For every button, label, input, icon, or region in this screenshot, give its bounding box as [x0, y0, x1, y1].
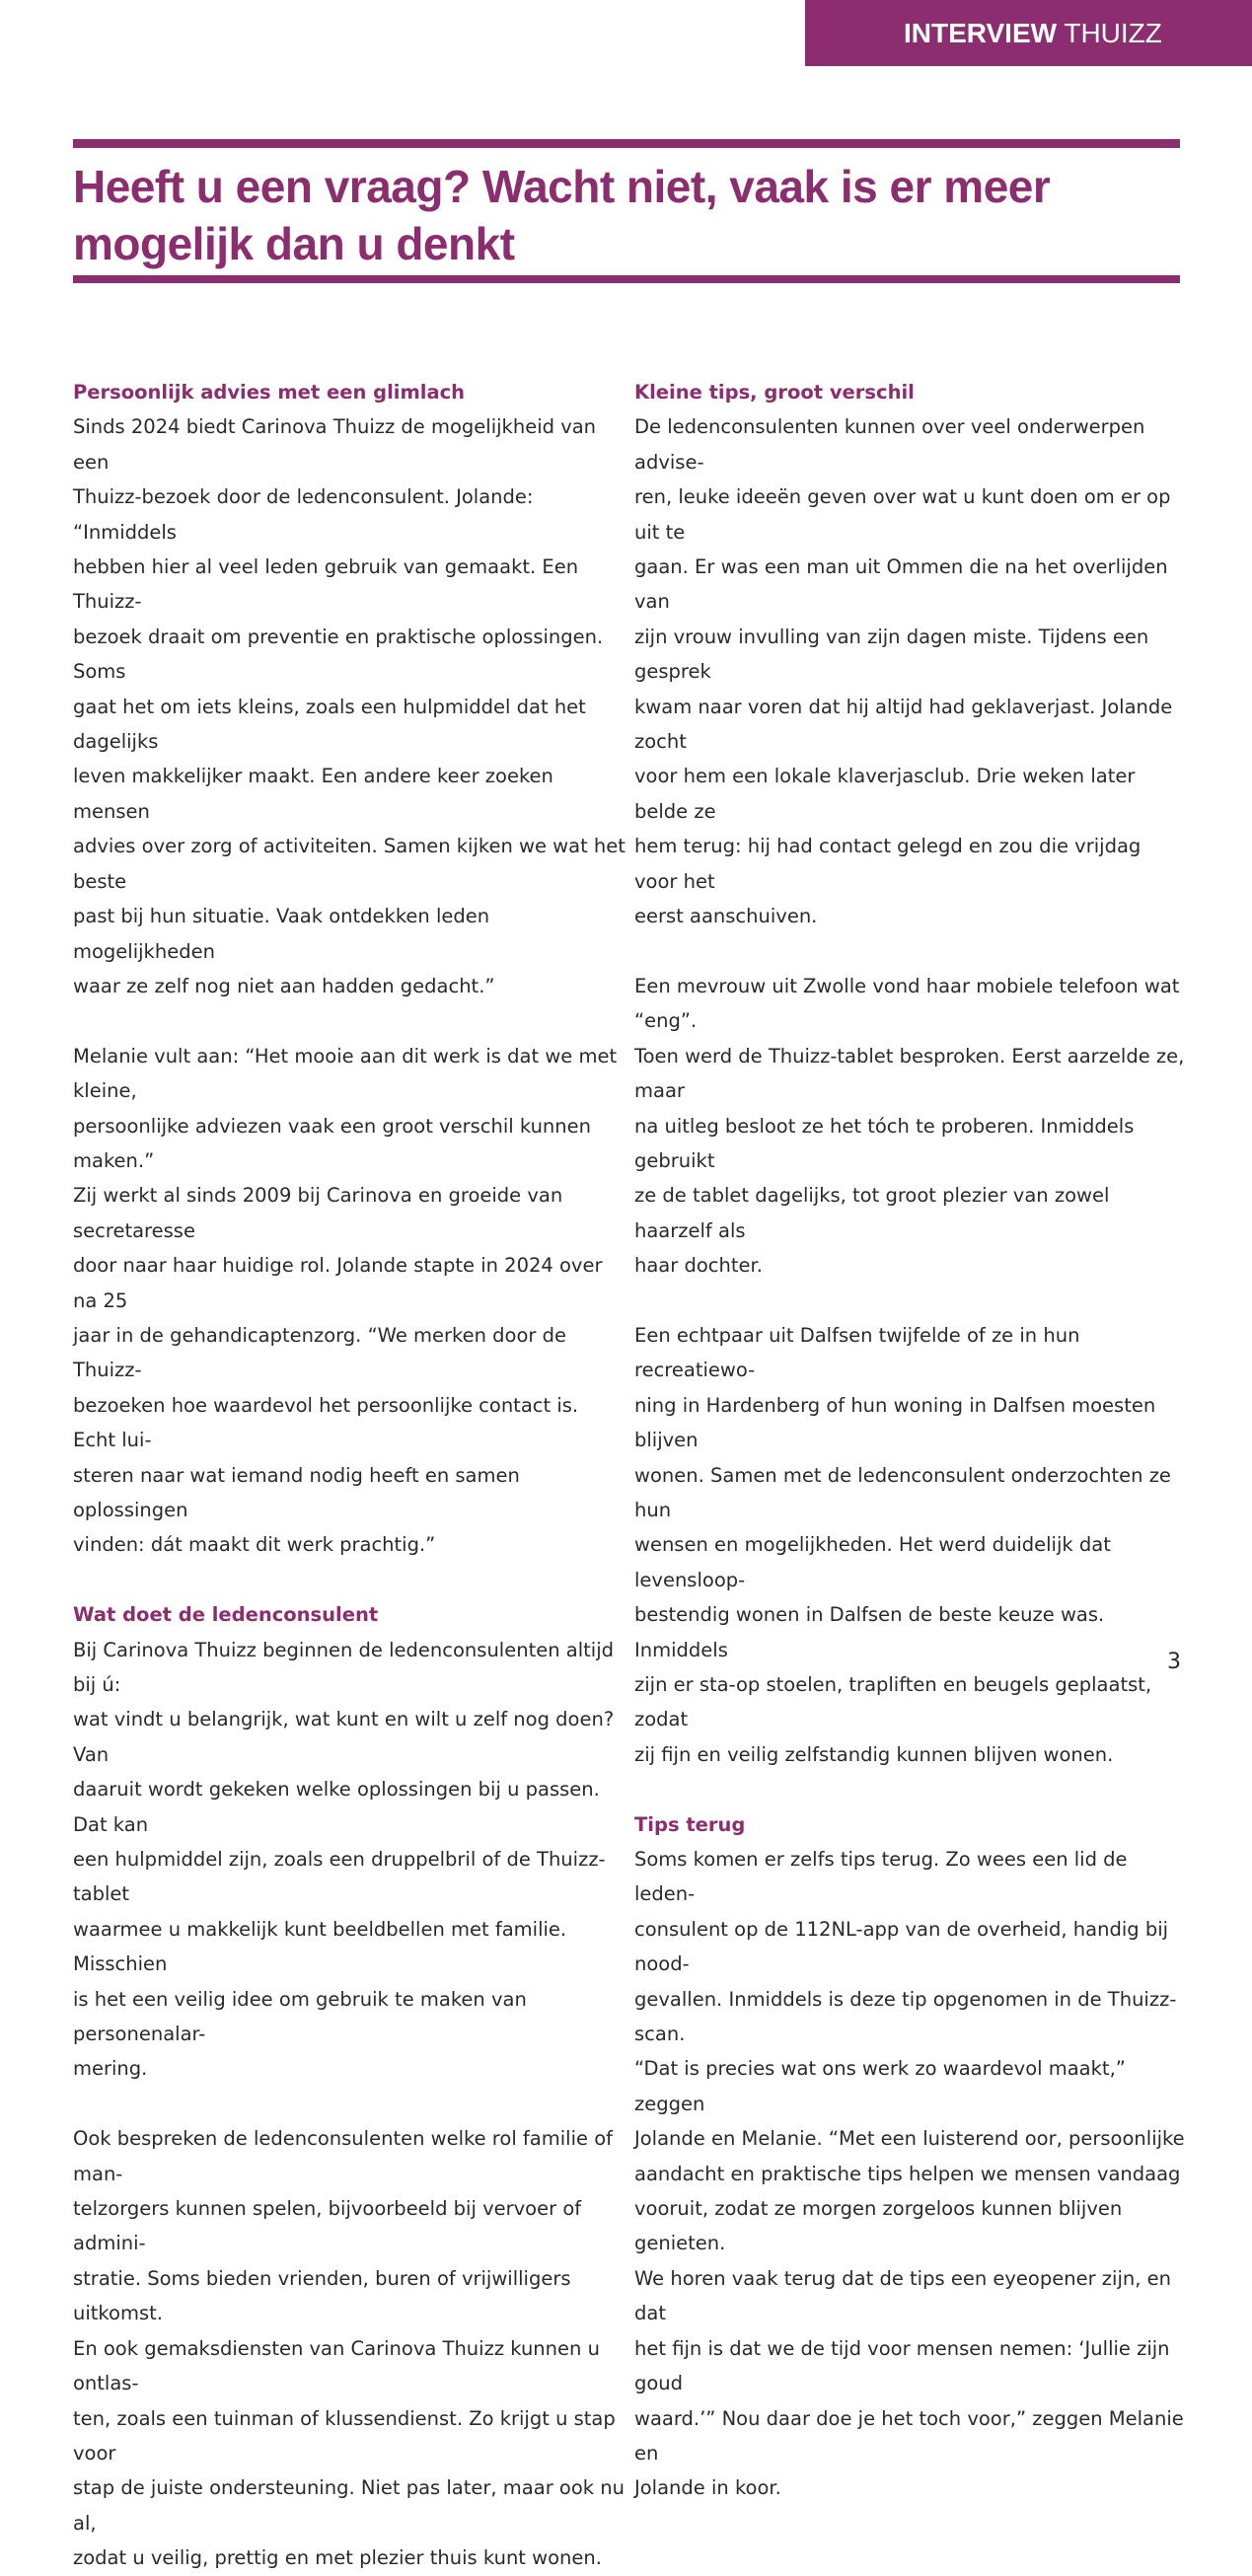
title-rule-bottom: [73, 275, 1180, 283]
paragraph: Soms komen er zelfs tips terug. Zo wees een lid de leden- consulent op de 112NL-app van de overheid, handig bij nood- gevallen. Inmiddels is deze tip opgenomen in de Thuizz-scan. “Dat is precies wat ons werk zo waardevol maakt,” zeggen Jolande en Melanie. “Met een luisterend oor, persoonlijke aandacht en praktische tips helpen we mensen vandaag vooruit, zodat ze morgen zorgeloos kunnen blijven genieten. We horen vaak terug dat de tips een eyeopener zijn, en dat het fijn is dat we de tijd voor mensen nemen: ‘Jullie zijn goud waard.’” Nou daar doe je het toch voor,” zeggen Melanie en Jolande in koor.: [634, 1848, 1185, 2500]
section-tab-bold: INTERVIEW: [904, 18, 1058, 48]
right-column: [634, 375, 1187, 2506]
section-tips-terug: [634, 1807, 1187, 2506]
page-title: Heeft u een vraag? Wacht niet, vaak is er meer mogelijk dan u denkt: [73, 161, 1051, 269]
page-number: 3: [1167, 1650, 1181, 1674]
paragraph: Melanie vult aan: “Het mooie aan dit werk is dat we met kleine, persoonlijke adviezen vaak een groot verschil kunnen maken.” Zij werkt al sinds 2009 bij Carinova en groeide van secretaresse door naar haar huidige rol. Jolande stapte in 2024 over na 25 jaar in de gehandicaptenzorg. “We merken door de Thuizz- bezoeken hoe waardevol het persoonlijke contact is. Echt lui- steren naar wat iemand nodig heeft en samen oplossingen vinden: dát maakt dit werk prachtig.”: [73, 1044, 618, 1557]
section-heading: Tips terug: [634, 1812, 746, 1836]
paragraph: De ledenconsulenten kunnen over veel onderwerpen advise- ren, leuke ideeën geven over wat u kunt doen om er op uit te gaan. Er was een man uit Ommen die na het overlijden van zijn vrouw invulling van zijn dagen miste. Tijdens een gesprek kwam naar voren dat hij altijd had geklaverjast. Jolande zocht voor hem een lokale klaverjasclub. Drie weken later belde ze hem terug: hij had contact gelegd en zou die vrijdag voor het eerst aanschuiven.: [634, 415, 1173, 928]
paragraph: Een mevrouw uit Zwolle vond haar mobiele telefoon wat “eng”. Toen werd de Thuizz-tablet besproken. Eerst aarzelde ze, maar na uitleg besloot ze het tóch te proberen. Inmiddels gebruikt ze de tablet dagelijks, tot groot plezier van zowel haarzelf als haar dochter.: [634, 974, 1185, 1278]
paragraph: Een echtpaar uit Dalfsen twijfelde of ze in hun recreatiewo- ning in Hardenberg of hun woning in Dalfsen moesten blijven wonen. Samen met de ledenconsulent onderzochten ze hun wensen en mogelijkheden. Het werd duidelijk dat levensloop- bestendig wonen in Dalfsen de beste keuze was. Inmiddels zijn er sta-op stoelen, trapliften en beugels geplaatst, zodat zij fijn en veilig zelfstandig kunnen blijven wonen.: [634, 1323, 1171, 1766]
section-heading: Kleine tips, groot verschil: [634, 381, 915, 404]
section-wat-doet-ledenconsulent: [73, 1597, 626, 2575]
section-tab-regular: THUIZZ: [1064, 18, 1162, 48]
paragraph: Bij Carinova Thuizz beginnen de ledenconsulenten altijd bij ú: wat vindt u belangrijk, wat kunt en wilt u zelf nog doen? Van daaruit wordt gekeken welke oplossingen bij u passen. Dat kan een hulpmiddel zijn, zoals een druppelbril of de Thuizz-tablet waarmee u makkelijk kunt beeldbellen met familie. Misschien is het een veilig idee om gebruik te maken van personenalar- mering.: [73, 1638, 615, 2081]
section-persoonlijk-advies: [73, 375, 626, 1563]
paragraph: Ook bespreken de ledenconsulenten welke rol familie of man- telzorgers kunnen spelen, bijvoorbeeld bij vervoer of admini- stratie. Soms bieden vrienden, buren of vrijwilligers uitkomst. En ook gemaksdiensten van Carinova Thuizz kunnen u ontlas- ten, zoals een tuinman of klussendienst. Zo krijgt u stap voor stap de juiste ondersteuning. Niet pas later, maar ook nu al, zodat u veilig, prettig en met plezier thuis kunt wonen.: [73, 2127, 625, 2570]
section-heading: Wat doet de ledenconsulent: [73, 1603, 379, 1627]
section-tab: [805, 0, 1252, 66]
title-rule-top: [73, 139, 1180, 148]
section-heading: Persoonlijk advies met een glimlach: [73, 381, 466, 404]
paragraph: Sinds 2024 biedt Carinova Thuizz de mogelijkheid van een Thuizz-bezoek door de ledenconsulent. Jolande: “Inmiddels hebben hier al veel leden gebruik van gemaakt. Een Thuizz- bezoek draait om preventie en praktische oplossingen. Soms gaat het om iets kleins, zoals een hulpmiddel dat het dagelijks leven makkelijker maakt. Een andere keer zoeken mensen advies over zorg of activiteiten. Samen kijken we wat het beste past bij hun situatie. Vaak ontdekken leden mogelijkheden waar ze zelf nog niet aan hadden gedacht.”: [73, 415, 626, 997]
left-column: [73, 375, 626, 2576]
section-kleine-tips: [634, 375, 1187, 1772]
